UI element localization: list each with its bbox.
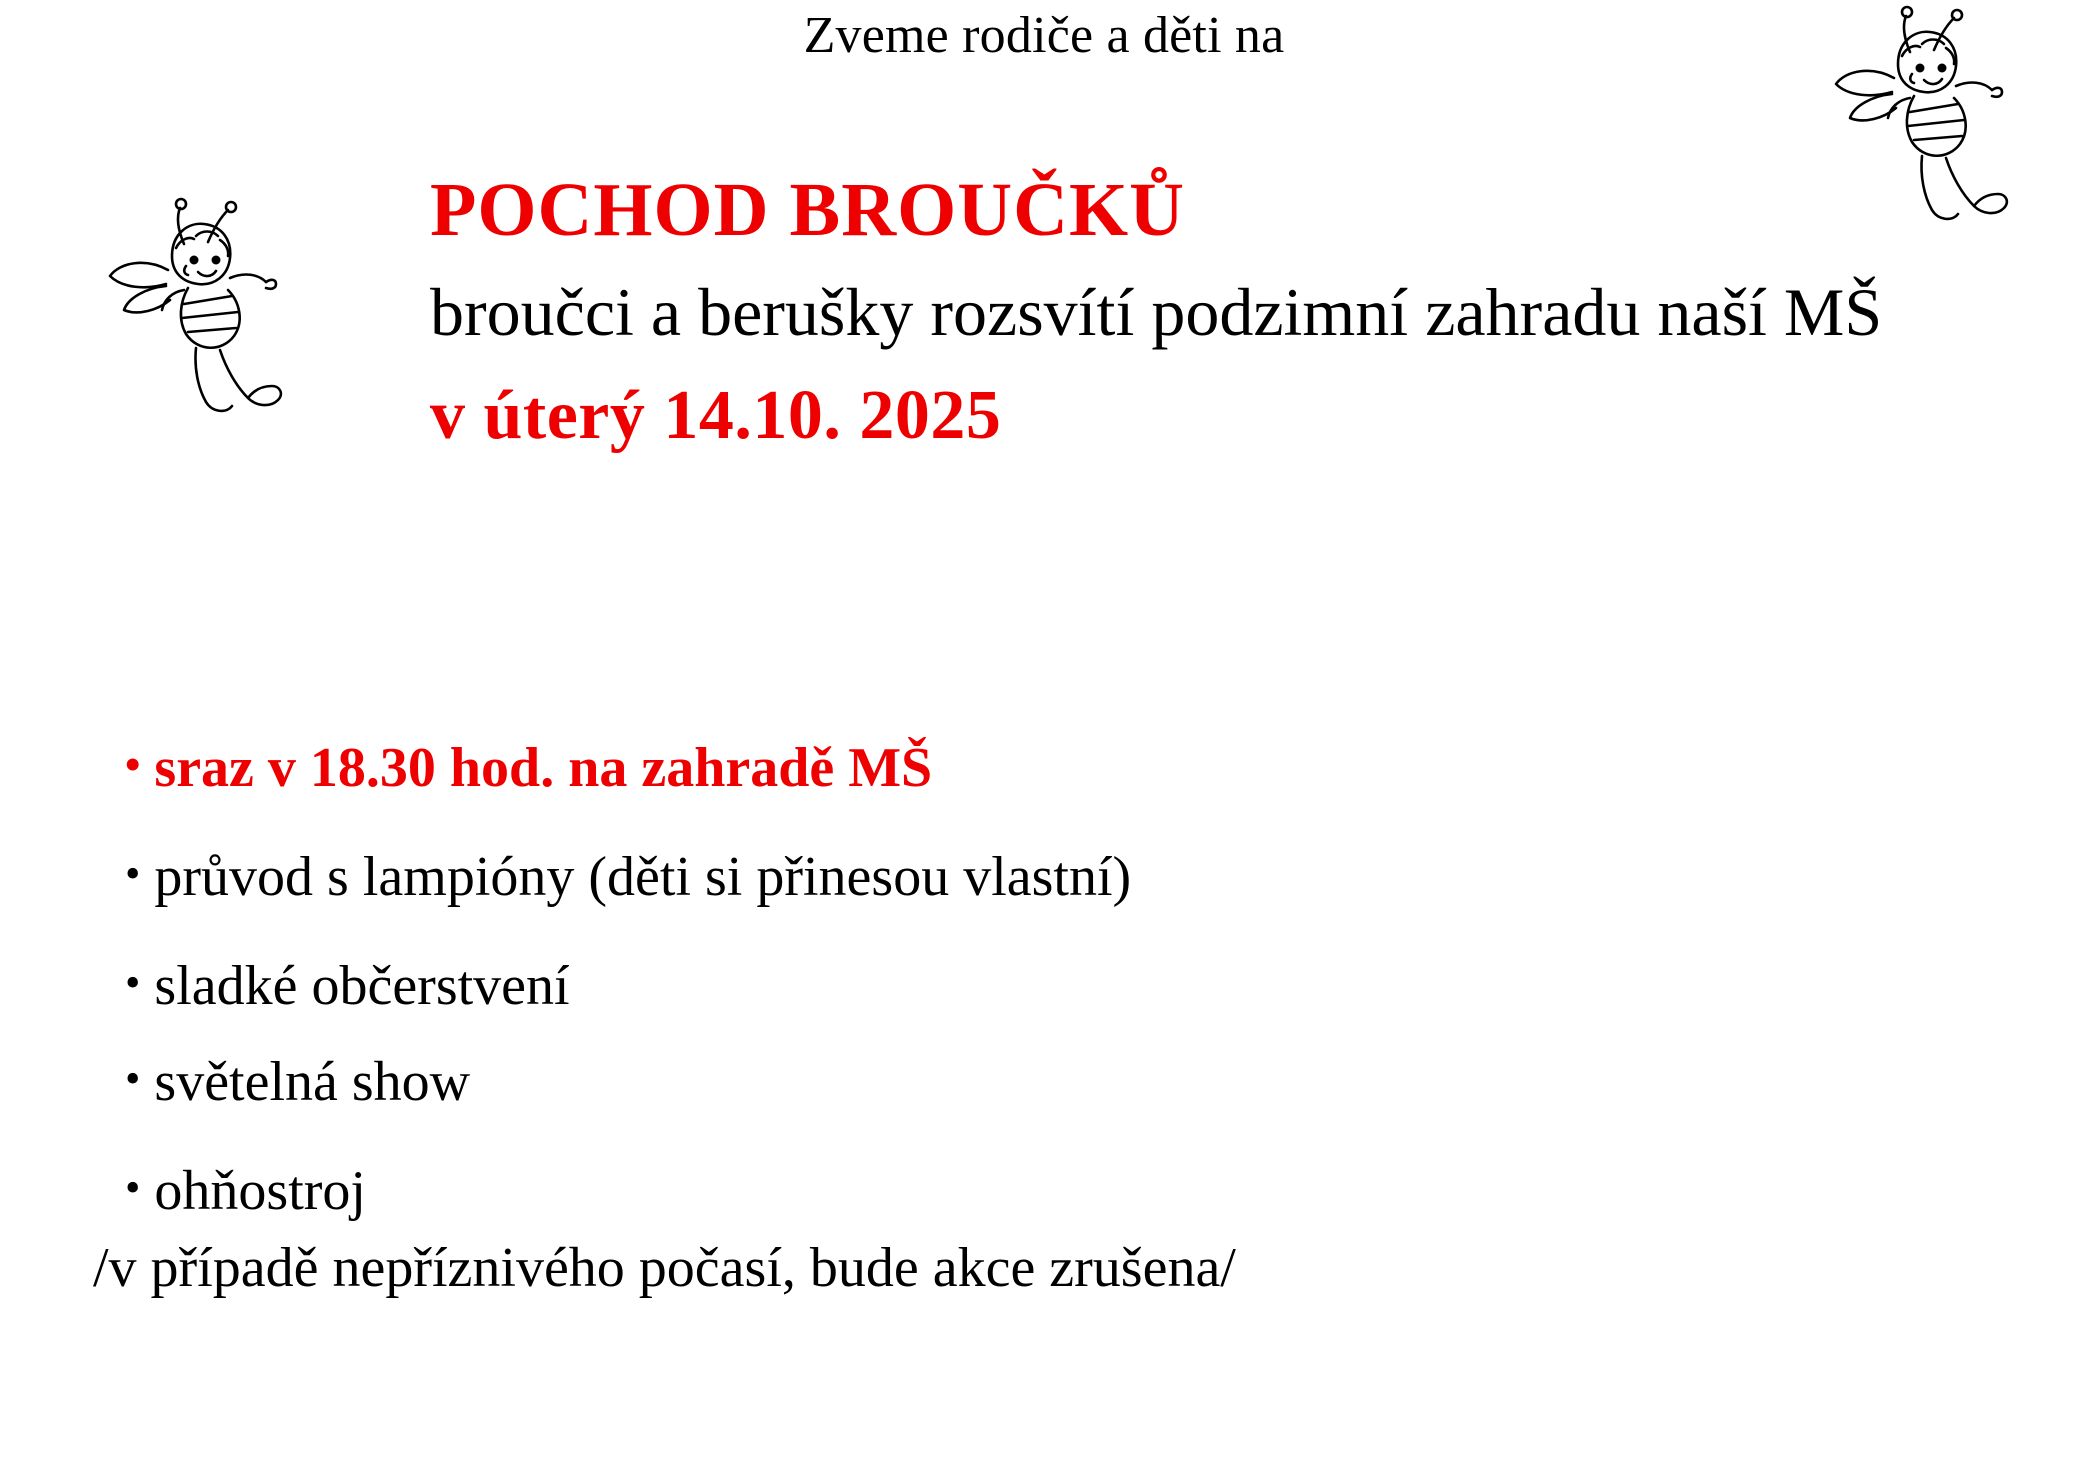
title-block: [430, 168, 1930, 456]
bee-illustration-icon: [80, 192, 310, 437]
details-list: [93, 735, 1975, 1302]
weather-note: /v případě nepříznivého počasí, bude akce zrušena/: [93, 1236, 1236, 1299]
list-item: [125, 953, 1975, 1020]
bullet-icon: •: [125, 1053, 141, 1103]
bullet-icon: •: [125, 1162, 141, 1212]
event-date: v úterý 14.10. 2025: [430, 377, 1002, 455]
list-item-label: světelná show: [154, 1050, 471, 1113]
list-item-label: sladké občerstvení: [154, 955, 570, 1018]
bullet-icon: •: [125, 958, 141, 1008]
bullet-icon: •: [125, 740, 141, 789]
subtitle-text: broučci a berušky rozsvítí podzimní zahradu naší MŠ: [430, 274, 1883, 351]
bee-illustration-icon: [1806, 0, 2036, 245]
list-item: [125, 844, 1975, 911]
bullet-icon: •: [125, 849, 141, 899]
list-item-label: průvod s lampióny (děti si přinesou vlastní): [154, 846, 1132, 909]
invite-line: Zveme rodiče a děti na: [803, 7, 1285, 64]
list-item-label: ohňostroj: [154, 1159, 366, 1222]
list-item-label: sraz v 18.30 hod. na zahradě MŠ: [154, 737, 933, 799]
list-item: [125, 735, 1975, 802]
list-item: [125, 1049, 1975, 1116]
list-item: [125, 1158, 1975, 1225]
page-title: POCHOD BROUČKŮ: [430, 168, 1185, 252]
